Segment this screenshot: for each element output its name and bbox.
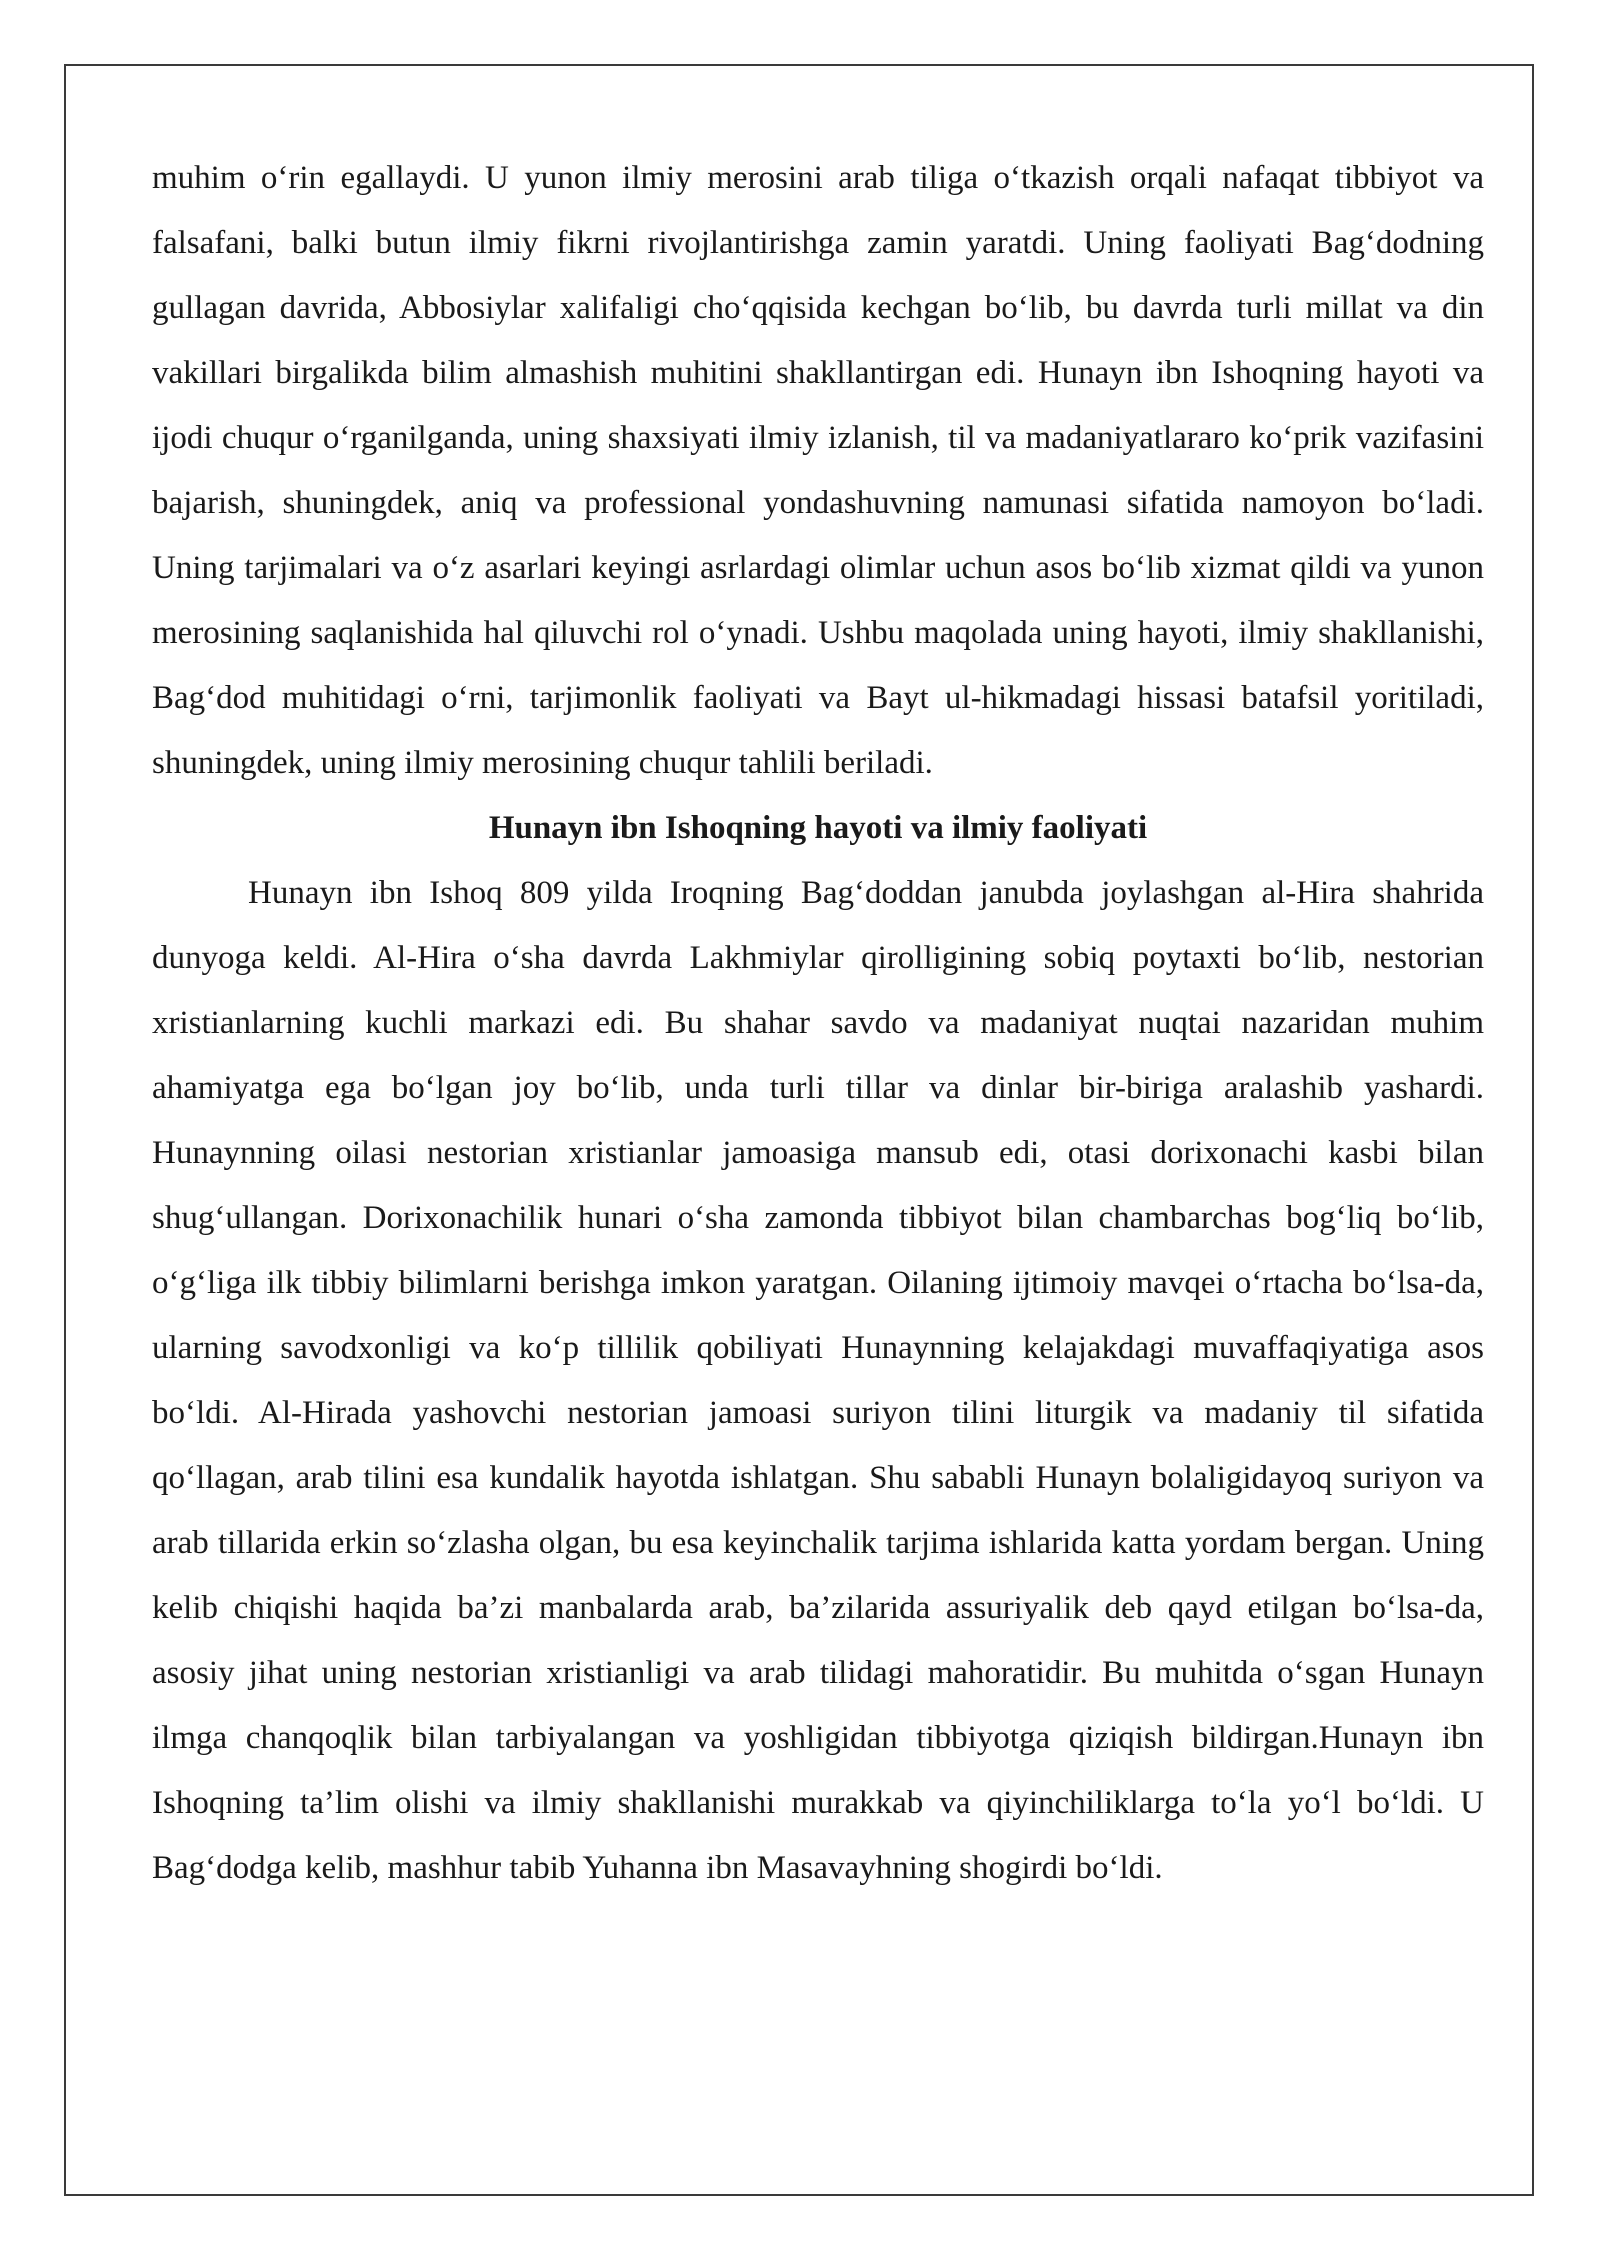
section-heading: Hunayn ibn Ishoqning hayoti va ilmiy faoliyati bbox=[488, 810, 1148, 846]
body-paragraph: muhim o‘rin egallaydi. U yunon ilmiy merosini arab tiliga o‘tkazish orqali nafaqat tibbiyot va falsafani, balki butun ilmiy fikrni rivojlantirishga zamin yaratdi. Uning faoliyati Bag‘dodning gullagan davrida, Abbosiylar xalifaligi cho‘qqisida kechgan bo‘lib, bu davrda turli millat va din vakillari birgalikda bilim almashish muhitini shakllantirgan edi. Hunayn ibn Ishoqning hayoti va ijodi chuqur o‘rganilganda, uning shaxsiyati ilmiy izlanish, til va madaniyatlararo ko‘prik vazifasini bajarish, shuningdek, aniq va professional yondashuvning namunasi sifatida namoyon bo‘ladi. Uning tarjimalari va o‘z asarlari keyingi asrlardagi olimlar uchun asos bo‘lib xizmat qildi va yunon merosining saqlanishida hal qiluvchi rol o‘ynadi. Ushbu maqolada uning hayoti, ilmiy shakllanishi, Bag‘dod muhitidagi o‘rni, tarjimonlik faoliyati va Bayt ul-hikmadagi hissasi batafsil yoritiladi, shuningdek, uning ilmiy merosining chuqur tahlili beriladi. bbox=[152, 160, 1484, 781]
body-paragraph: Hunayn ibn Ishoq 809 yilda Iroqning Bag‘doddan janubda joylashgan al-Hira shahrida dunyoga keldi. Al-Hira o‘sha davrda Lakhmiylar qirolligining sobiq poytaxti bo‘lib, nestorian xristianlarning kuchli markazi edi. Bu shahar savdo va madaniyat nuqtai nazaridan muhim ahamiyatga ega bo‘lgan joy bo‘lib, unda turli tillar va dinlar bir-biriga aralashib yashardi. Hunaynning oilasi nestorian xristianlar jamoasiga mansub edi, otasi dorixonachi kasbi bilan shug‘ullangan. Dorixonachilik hunari o‘sha zamonda tibbiyot bilan chambarchas bog‘liq bo‘lib, o‘g‘liga ilk tibbiy bilimlarni berishga imkon yaratgan. Oilaning ijtimoiy mavqei o‘rtacha bo‘lsa-da, ularning savodxonligi va ko‘p tillilik qobiliyati Hunaynning kelajakdagi muvaffaqiyatiga asos bo‘ldi. Al-Hirada yashovchi nestorian jamoasi suriyon tilini liturgik va madaniy til sifatida qo‘llagan, arab tilini esa kundalik hayotda ishlatgan. Shu sababli Hunayn bolaligidayoq suriyon va arab tillarida erkin so‘zlasha olgan, bu esa keyinchalik tarjima ishlarida katta yordam bergan. Uning kelib chiqishi haqida ba’zi manbalarda arab, ba’zilarida assuriyalik deb qayd etilgan bo‘lsa-da, asosiy jihat uning nestorian xristianligi va arab tilidagi mahoratidir. Bu muhitda o‘sgan Hunayn ilmga chanqoqlik bilan tarbiyalangan va yoshligidan tibbiyotga qiziqish bildirgan.Hunayn ibn Ishoqning ta’lim olishi va ilmiy shakllanishi murakkab va qiyinchiliklarga to‘la yo‘l bo‘ldi. U Bag‘dodga kelib, mashhur tabib Yuhanna ibn Masavayhning shogirdi bo‘ldi. bbox=[152, 875, 1484, 1886]
document-body bbox=[152, 146, 1484, 1901]
